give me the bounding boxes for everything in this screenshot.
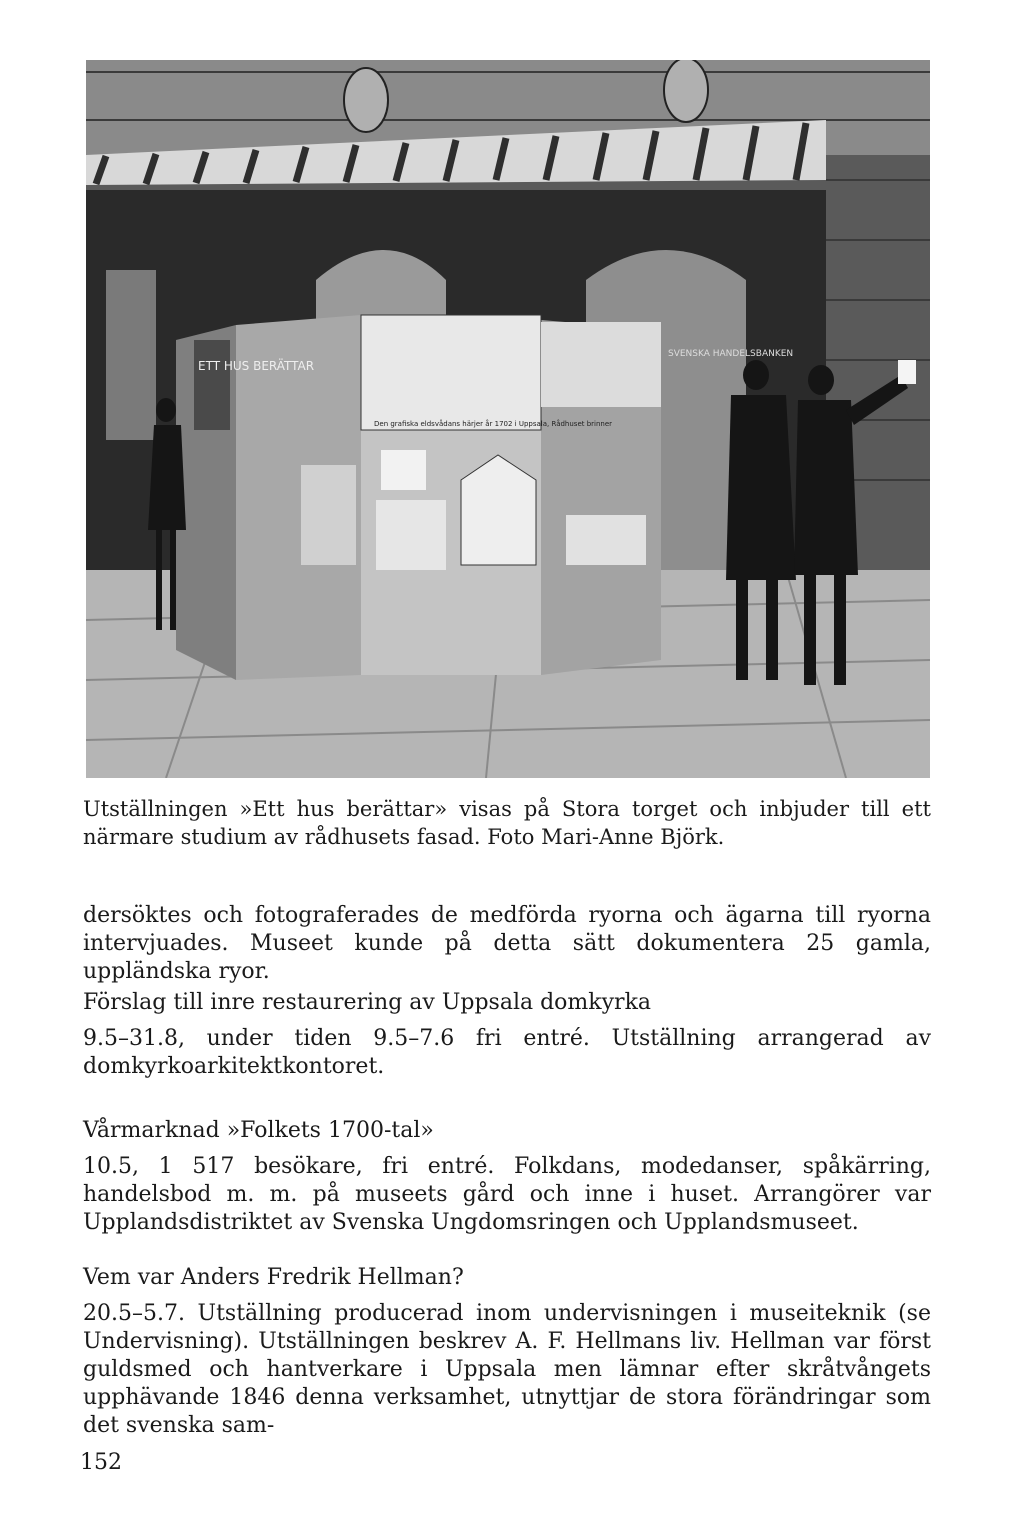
section-varmarknad <box>83 1117 931 1237</box>
section-text: 20.5–5.7. Utställning producerad inom undervisningen i museiteknik (se Undervisning). Utställningen beskrev A. F. Hellmans liv. Hellman var först guldsmed och hantverkare i Uppsala men lämnar efter skråtvångets upphävande 1846 denna verksamhet, utnyttjar de stora förändringar som det svenska sam- <box>83 1301 931 1438</box>
section-hellman <box>83 1264 931 1440</box>
exhibition-photo-drawing <box>86 60 930 778</box>
body-paragraph: dersöktes och fotograferades de medförda ryorna och ägarna till ryorna intervjuades. Museet kunde på detta sätt dokumentera 25 gamla, uppländska ryor. <box>83 903 931 984</box>
exhibition-photo <box>86 60 930 778</box>
section-heading: Vårmarknad »Folkets 1700-tal» <box>83 1118 434 1143</box>
storefront-sign: SVENSKA HANDELSBANKEN <box>668 349 794 359</box>
section-heading: Förslag till inre restaurering av Uppsala domkyrka <box>83 990 652 1015</box>
section-text: 10.5, 1 517 besökare, fri entré. Folkdans, modedanser, spåkärring, handelsbod m. m. på museets gård och inne i huset. Arrangörer var Upplandsdistriktet av Svenska Ungdomsringen och Upplandsmuseet. <box>83 1154 931 1235</box>
section-text: 9.5–31.8, under tiden 9.5–7.6 fri entré. Utställning arrangerad av domkyrkoarkitektkontoret. <box>83 1026 931 1079</box>
photo-caption: Utställningen »Ett hus berättar» visas på Stora torget och inbjuder till ett närmare studium av rådhusets fasad. Foto Mari-Anne Björk. <box>83 797 931 849</box>
exhibition-panel-title: ETT HUS BERÄTTAR <box>198 359 315 373</box>
section-domkyrka <box>83 989 931 1081</box>
exhibition-panel-caption: Den grafiska eldsvådans härjer år 1702 i Uppsala, Rådhuset brinner <box>374 420 613 428</box>
page-number: 152 <box>80 1450 122 1475</box>
section-heading: Vem var Anders Fredrik Hellman? <box>83 1265 464 1290</box>
body-paragraph-1 <box>83 902 931 986</box>
